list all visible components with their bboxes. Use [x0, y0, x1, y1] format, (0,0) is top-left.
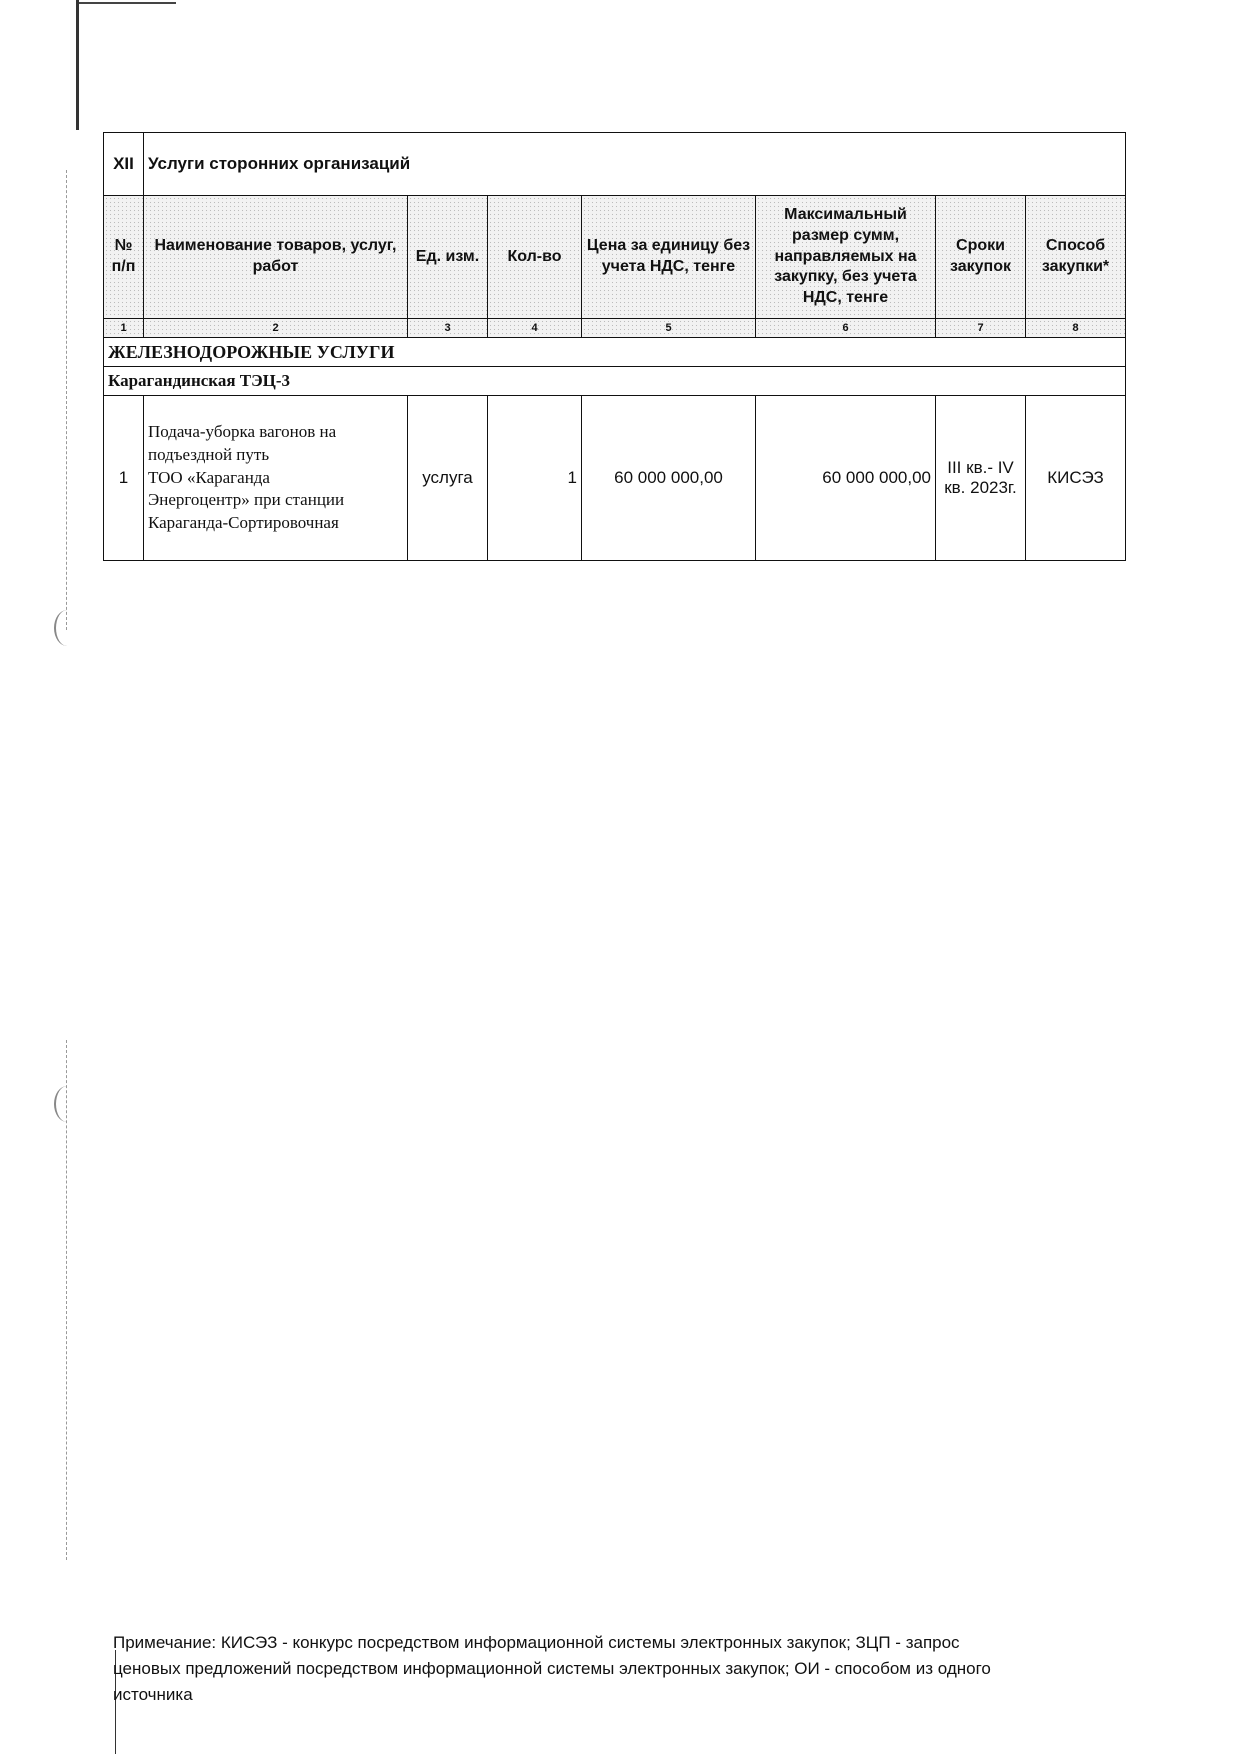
column-number: 8 [1026, 319, 1126, 338]
section-title: Услуги сторонних организаций [144, 133, 1126, 196]
item-name-line: Караганда-Сортировочная [148, 513, 339, 533]
column-header: Ед. изм. [408, 196, 488, 319]
procurement-period-value: III кв.- IV кв. 2023г. [936, 396, 1026, 561]
column-header: Способ закупки* [1026, 196, 1126, 319]
column-number: 2 [144, 319, 408, 338]
quantity-value: 1 [488, 396, 582, 561]
column-number: 5 [582, 319, 756, 338]
group-title: ЖЕЛЕЗНОДОРОЖНЫЕ УСЛУГИ [104, 338, 1126, 367]
column-number: 3 [408, 319, 488, 338]
item-name-line: Подача-уборка вагонов на [148, 421, 337, 441]
column-header: Наименование товаров, услуг, работ [144, 196, 408, 319]
column-header: № п/п [104, 196, 144, 319]
column-number: 1 [104, 319, 144, 338]
item-name-line: ТОО «Караганда [148, 467, 270, 487]
footnote-line: Примечание: КИСЭЗ - конкурс посредством информационной системы электронных закупок; ЗЦП - запрос [113, 1633, 960, 1652]
column-header: Сроки закупок [936, 196, 1026, 319]
punch-hole-mark [54, 1086, 80, 1122]
footnote-line: ценовых предложений посредством информационной системы электронных закупок; ОИ - способом из одного [113, 1659, 991, 1678]
column-number: 6 [756, 319, 936, 338]
item-name [144, 396, 408, 561]
binder-edge [66, 170, 67, 630]
procurement-method-value: КИСЭЗ [1026, 396, 1126, 561]
group-row [104, 338, 1126, 367]
column-number: 7 [936, 319, 1026, 338]
column-header: Максимальный размер сумм, направляемых на закупку, без учета НДС, тенге [756, 196, 936, 319]
table-row [104, 396, 1126, 561]
section-number: XII [104, 133, 144, 196]
subgroup-row [104, 367, 1126, 396]
column-number: 4 [488, 319, 582, 338]
column-header: Цена за единицу без учета НДС, тенге [582, 196, 756, 319]
item-name-line: подъездной путь [148, 444, 270, 464]
procurement-table [103, 132, 1126, 561]
scan-artifact-left [76, 0, 79, 130]
column-number-row [104, 319, 1126, 338]
section-row [104, 133, 1126, 196]
header-row [104, 196, 1126, 319]
subgroup-title: Карагандинская ТЭЦ-3 [104, 367, 1126, 396]
item-name-line: Энергоцентр» при станции [148, 490, 345, 510]
unit-price-value: 60 000 000,00 [582, 396, 756, 561]
row-number: 1 [104, 396, 144, 561]
punch-hole-mark [54, 610, 80, 646]
max-amount-value: 60 000 000,00 [756, 396, 936, 561]
footnote [113, 1630, 1123, 1708]
footnote-line: источника [113, 1685, 193, 1704]
scan-artifact-top [76, 2, 176, 7]
unit-value: услуга [408, 396, 488, 561]
column-header: Кол-во [488, 196, 582, 319]
